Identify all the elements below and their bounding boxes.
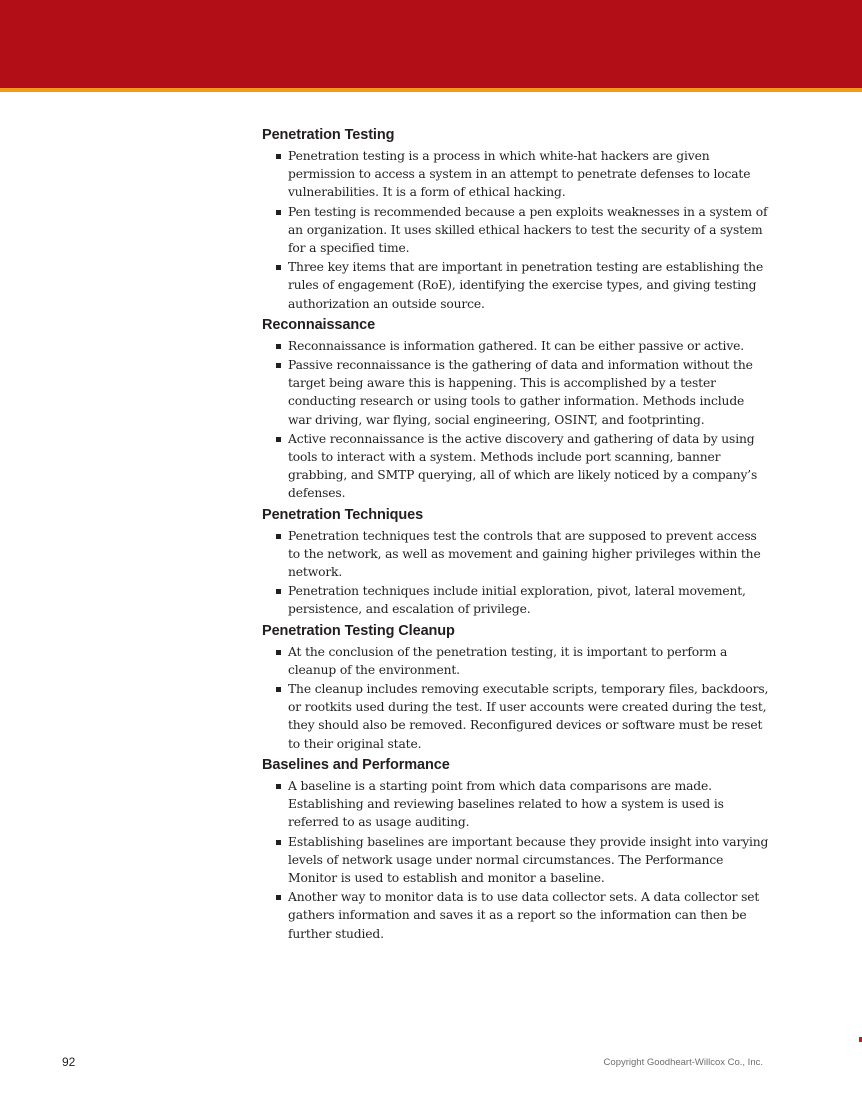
bullet-list bbox=[262, 147, 770, 313]
bullet-list bbox=[262, 527, 770, 619]
square-bullet-icon bbox=[276, 437, 281, 442]
section-heading: Baselines and Performance bbox=[262, 756, 450, 773]
list-item bbox=[262, 527, 770, 582]
square-bullet-icon bbox=[276, 363, 281, 368]
list-item bbox=[262, 337, 770, 355]
bullet-text: Passive reconnaissance is the gathering of data and information without the target being aware this is happening. This is accomplished by a tester conducting research or using tools to gather information. Methods include war driving, war flying, social engineering, OSINT, and footprinting. bbox=[288, 358, 753, 427]
list-item bbox=[262, 833, 770, 888]
list-item bbox=[262, 430, 770, 503]
square-bullet-icon bbox=[276, 840, 281, 845]
bullet-text: Active reconnaissance is the active discovery and gathering of data by using tools to interact with a system. Methods include port scanning, banner grabbing, and SMTP querying, all of which are likely noticed by a company’s defenses. bbox=[288, 431, 758, 501]
page-content bbox=[262, 125, 770, 945]
section-heading: Penetration Testing bbox=[262, 127, 395, 143]
list-item bbox=[262, 777, 770, 832]
header-band bbox=[0, 0, 862, 88]
bullet-text: Penetration techniques include initial exploration, pivot, lateral movement, persistence, and escalation of privilege. bbox=[288, 584, 746, 617]
section-heading: Penetration Testing Cleanup bbox=[262, 622, 455, 639]
square-bullet-icon bbox=[276, 154, 281, 159]
bullet-list bbox=[262, 643, 770, 753]
square-bullet-icon bbox=[276, 895, 281, 900]
bullet-text: Penetration testing is a process in which white-hat hackers are given permission to access a system in an attempt to penetrate defenses to locate vulnerabilities. It is a form of ethical hacking. bbox=[288, 149, 751, 200]
bullet-text: Penetration techniques test the controls that are supposed to prevent access to the network, as well as movement and gaining higher privileges within the network. bbox=[288, 528, 761, 580]
bullet-text: Pen testing is recommended because a pen exploits weaknesses in a system of an organization. It uses skilled ethical hackers to test the security of a system for a specified time. bbox=[288, 204, 768, 256]
list-item bbox=[262, 643, 770, 679]
list-item bbox=[262, 888, 770, 943]
square-bullet-icon bbox=[276, 784, 281, 789]
bullet-text: Establishing baselines are important because they provide insight into varying levels of network usage under normal circumstances. The Performance Monitor is used to establish and monitor a baseline. bbox=[288, 834, 769, 885]
square-bullet-icon bbox=[276, 534, 281, 539]
bullet-text: A baseline is a starting point from which data comparisons are made. Establishing and reviewing baselines related to how a system is used is referred to as usage auditing. bbox=[288, 778, 724, 830]
header-accent-stripe bbox=[0, 88, 862, 92]
list-item bbox=[262, 258, 770, 313]
bullet-text: The cleanup includes removing executable scripts, temporary files, backdoors, or rootkits used during the test. If user accounts were created during the test, they should also be removed. Reconfigured devices or software must be reset to their original state. bbox=[288, 682, 769, 751]
page-number: 92 bbox=[62, 1055, 76, 1069]
square-bullet-icon bbox=[276, 265, 281, 270]
square-bullet-icon bbox=[276, 210, 281, 215]
square-bullet-icon bbox=[276, 687, 281, 692]
list-item bbox=[262, 582, 770, 618]
square-bullet-icon bbox=[276, 344, 281, 349]
bullet-list bbox=[262, 337, 770, 503]
list-item bbox=[262, 147, 770, 202]
list-item bbox=[262, 356, 770, 429]
bullet-text: Reconnaissance is information gathered. It can be either passive or active. bbox=[288, 338, 745, 353]
square-bullet-icon bbox=[276, 589, 281, 594]
bullet-list bbox=[262, 777, 770, 943]
list-item bbox=[262, 680, 770, 753]
bullet-text: At the conclusion of the penetration testing, it is important to perform a cleanup of the environment. bbox=[288, 644, 728, 677]
bullet-text: Another way to monitor data is to use data collector sets. A data collector set gathers information and saves it as a report so the information can then be further studied. bbox=[288, 890, 760, 941]
square-bullet-icon bbox=[276, 650, 281, 655]
section-heading: Reconnaissance bbox=[262, 316, 376, 333]
section-heading: Penetration Techniques bbox=[262, 506, 424, 523]
copyright-notice: Copyright Goodheart-Willcox Co., Inc. bbox=[603, 1057, 763, 1068]
list-item bbox=[262, 203, 770, 258]
bullet-text: Three key items that are important in penetration testing are establishing the rules of engagement (RoE), identifying the exercise types, and giving testing authorization an outside source. bbox=[288, 260, 764, 311]
